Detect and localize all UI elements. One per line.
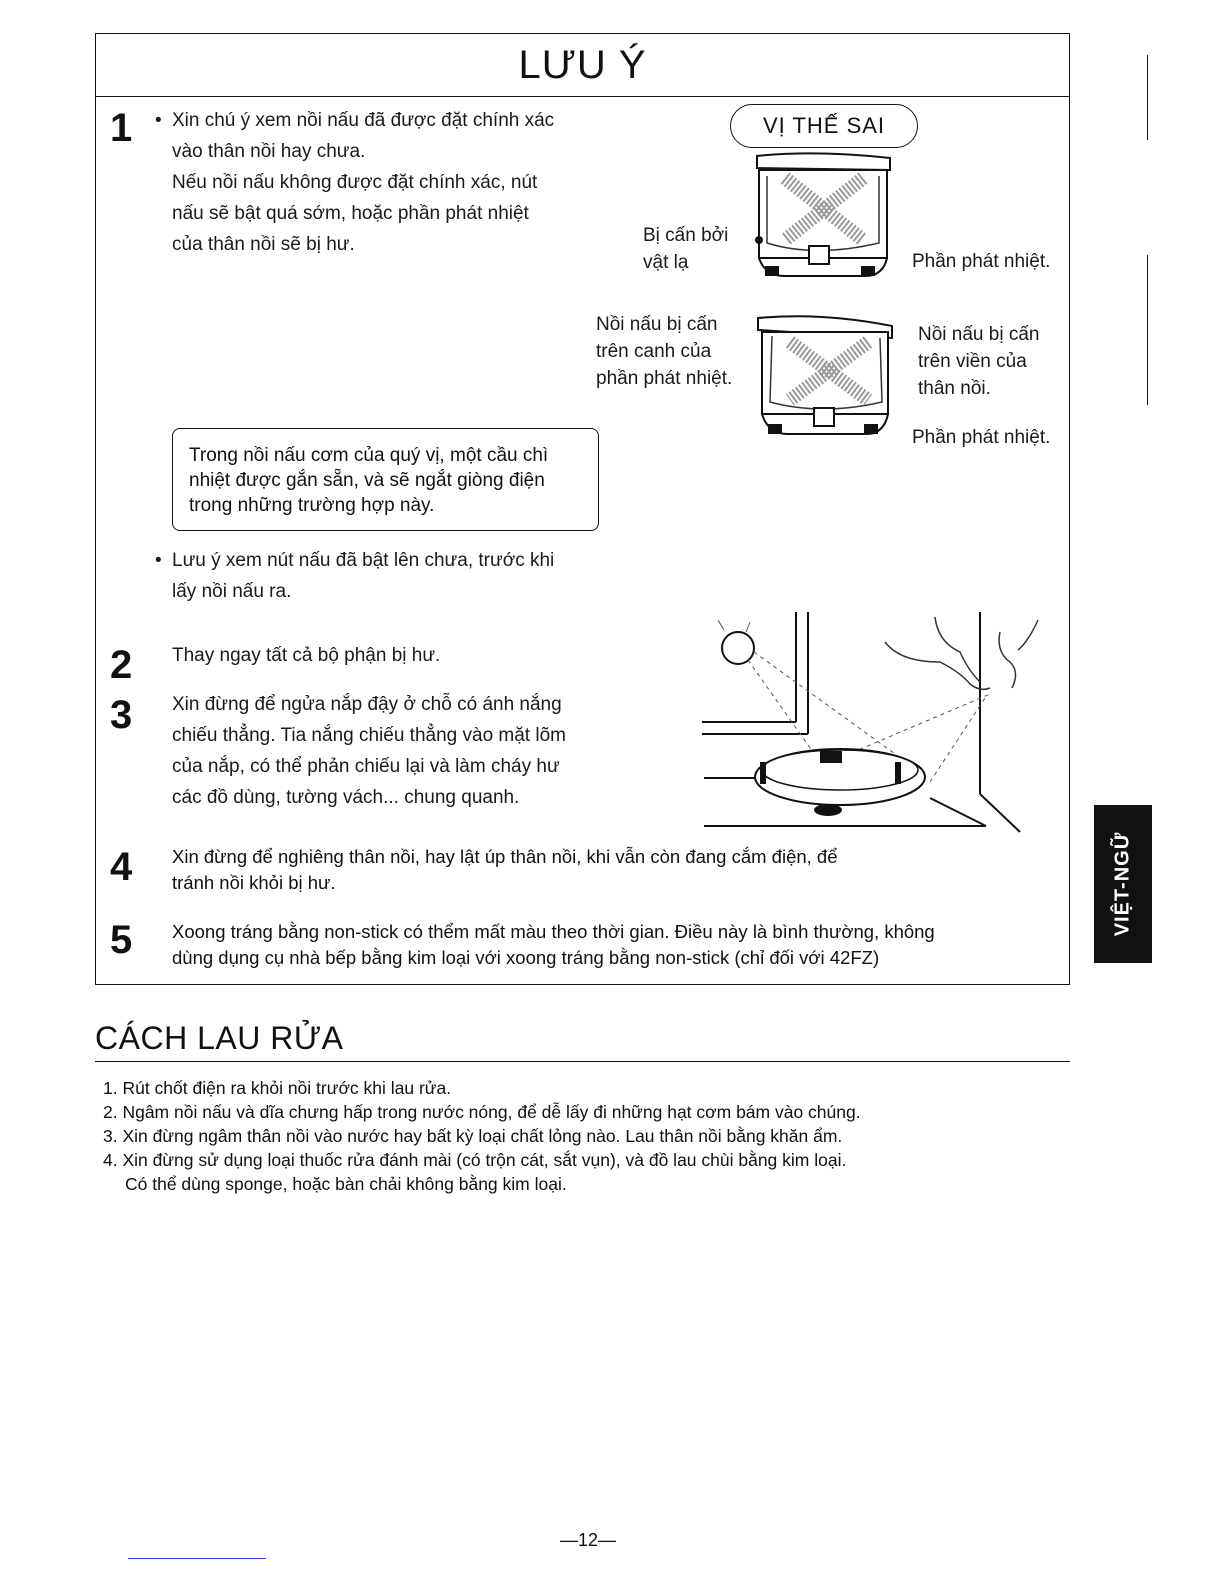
item3-line: Xin đừng để ngửa nắp đậy ở chỗ có ánh nắng [172,694,562,715]
bullet: • [155,110,162,131]
bullet2-line: lấy nồi nấu ra. [172,581,292,602]
cleaning-item: Có thể dùng sponge, hoặc bàn chải không bằng kim loại. [125,1174,567,1194]
item3-line: của nắp, có thể phản chiếu lại và làm cháy hư [172,756,560,777]
item4-line: tránh nồi khỏi bị hư. [172,872,336,893]
label-line: vật lạ [643,252,689,273]
sunlight-lid-illustration [700,612,1040,834]
page-number: —12— [560,1530,617,1550]
cooker-misaligned-illustration [752,312,902,447]
label-heating-part-top: Phần phát nhiệt. [912,251,1051,272]
bullet2-line: Lưu ý xem nút nấu đã bật lên chưa, trước khi [172,550,555,571]
item2-text: Thay ngay tất cả bộ phận bị hư. [172,645,441,666]
item1-line: Xin chú ý xem nồi nấu đã được đặt chính xác [172,110,555,131]
item-number-2: 2 [110,643,133,687]
item3-line: chiếu thẳng. Tia nắng chiếu thẳng vào mặt lõm [172,725,566,746]
item1-line: của thân nồi sẽ bị hư. [172,234,355,255]
cleaning-divider [95,1061,1070,1062]
item1-line: vào thân nồi hay chưa. [172,141,366,162]
fuse-note-line: trong những trường hợp này. [189,495,435,516]
bullet: • [155,550,162,571]
cleaning-list [103,1076,861,1196]
item1-text [172,105,612,260]
item-number-3: 3 [110,693,133,737]
cleaning-item: 3. Xin đừng ngâm thân nồi vào nước hay bất kỳ loại chất lỏng nào. Lau thân nồi bằng khăn ẩm. [103,1126,843,1146]
label-heating-part-bottom: Phần phát nhiệt. [912,427,1051,448]
label-line: Nồi nấu bị cấn [918,324,1040,345]
item1-line: Nếu nồi nấu không được đặt chính xác, nút [172,172,538,193]
item1-line: nấu sẽ bật quá sớm, hoặc phần phát nhiệt [172,203,529,224]
cleaning-item: 2. Ngâm nồi nấu và dĩa chưng hấp trong nước nóng, để dễ lấy đi những hạt cơm bám vào chúng. [103,1102,861,1122]
cleaning-title: CÁCH LAU RỬA [95,1020,344,1056]
margin-line [1147,55,1148,140]
item5-text [172,919,1052,971]
label-line: thân nồi. [918,378,991,399]
label-blocked-foreign [643,222,728,276]
fuse-note-box [172,428,599,531]
fuse-note-line: nhiệt được gắn sẵn, và sẽ ngắt giòng điện [189,470,545,491]
wrong-position-badge: VỊ THẾ SAI [730,104,918,148]
label-line: trên viền của [918,351,1027,372]
item-number-4: 4 [110,845,133,889]
cooker-foreign-object-illustration [745,148,895,288]
language-tab [1094,805,1152,963]
item3-text [172,689,642,813]
label-line: trên canh của [596,341,712,362]
label-pot-on-rim [918,321,1039,402]
item-number-5: 5 [110,918,133,962]
label-line: Nồi nấu bị cấn [596,314,718,335]
label-line: phần phát nhiệt. [596,368,733,389]
label-pot-on-edge [596,311,732,392]
cleaning-item: 1. Rút chốt điện ra khỏi nồi trước khi lau rửa. [103,1078,452,1098]
label-line: Bị cấn bởi [643,225,729,246]
margin-line [1147,255,1148,405]
item-number-1: 1 [110,106,133,150]
item4-line: Xin đừng để nghiêng thân nồi, hay lật úp thân nồi, khi vẫn còn đang cắm điện, để [172,846,838,867]
note-title: LƯU Ý [518,43,647,87]
fuse-note-line: Trong nồi nấu cơm của quý vị, một cầu chì [189,445,549,466]
item1-bullet2-text [172,545,612,607]
cleaning-item: 4. Xin đừng sử dụng loại thuốc rửa đánh mài (có trộn cát, sắt vụn), và đồ lau chùi bằng kim loại. [103,1150,847,1170]
language-tab-label: VIỆT-NGỮ [1111,831,1134,937]
item3-line: các đồ dùng, tường vách... chung quanh. [172,787,520,808]
item4-text [172,844,1032,896]
item5-line: Xoong tráng bằng non-stick có thểm mất màu theo thời gian. Điều này là bình thường, không [172,921,935,942]
item5-line: dùng dụng cụ nhà bếp bằng kim loại với xoong tráng bằng non-stick (chỉ đối với 42FZ) [172,947,880,968]
title-divider [95,96,1070,97]
footer-rule [128,1558,266,1559]
